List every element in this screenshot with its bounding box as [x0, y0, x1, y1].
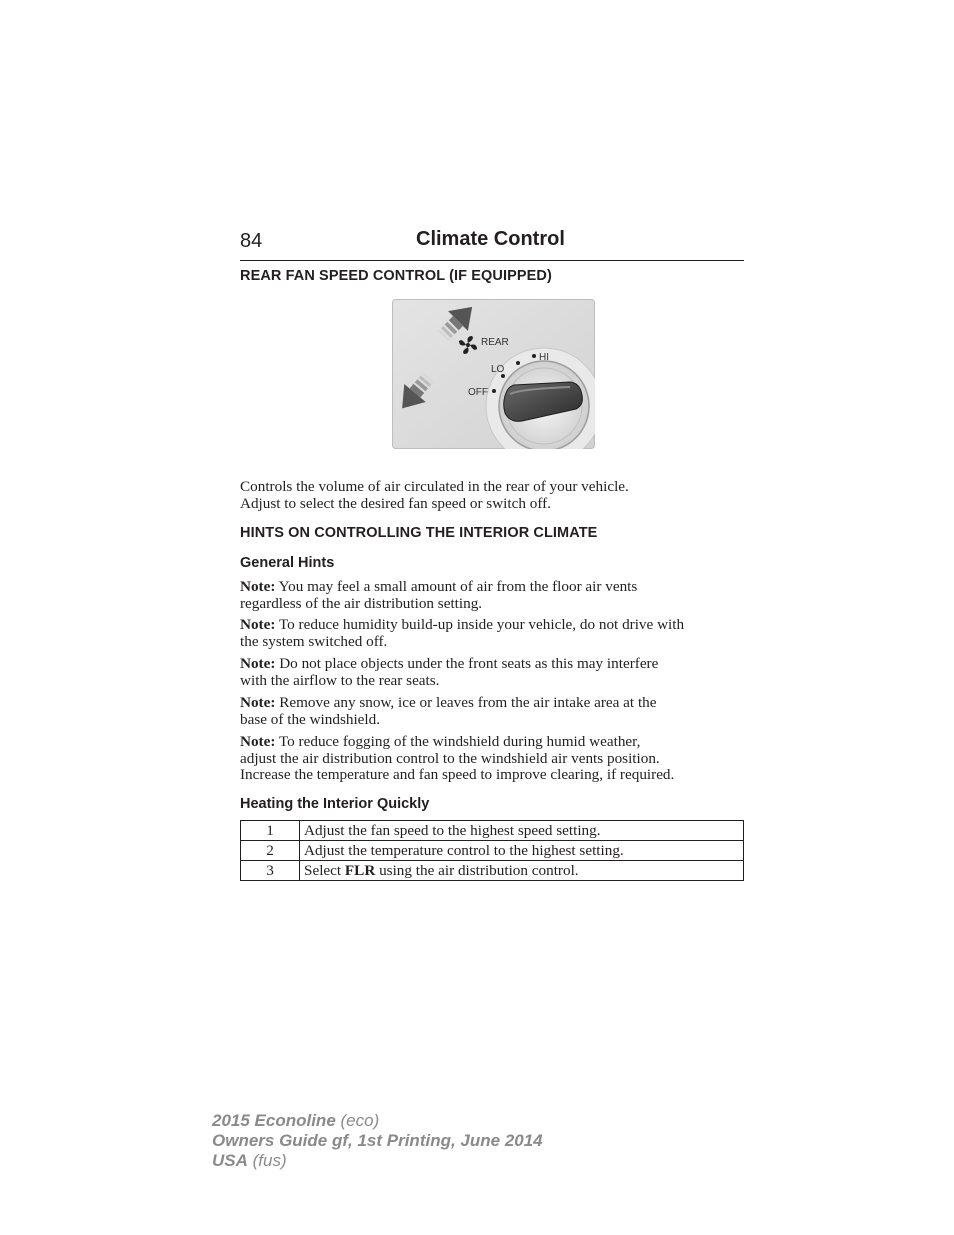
page-title: Climate Control	[416, 228, 565, 250]
step-text-bold: FLR	[344, 861, 376, 879]
step-number: 1	[241, 821, 300, 841]
heating-quickly-heading: Heating the Interior Quickly	[240, 796, 430, 812]
note-label: Note:	[240, 578, 276, 595]
note-label: Note:	[240, 694, 276, 711]
footer-line-1	[212, 1111, 543, 1131]
note-text: Remove any snow, ice or leaves from the air intake area at the	[275, 694, 657, 711]
lo-label: LO	[491, 364, 505, 375]
hints-heading: HINTS ON CONTROLLING THE INTERIOR CLIMATE	[240, 525, 598, 541]
table-row	[241, 841, 744, 861]
note-text: You may feel a small amount of air from the floor air vents	[275, 578, 638, 595]
step-number: 2	[241, 841, 300, 861]
footer-line-3	[212, 1151, 543, 1171]
step-text: Adjust the temperature control to the highest setting.	[300, 841, 744, 861]
rear-fan-control-illustration	[392, 299, 595, 449]
note-text: To reduce humidity build-up inside your vehicle, do not drive with	[275, 616, 685, 633]
footer-line-2: Owners Guide gf, 1st Printing, June 2014	[212, 1131, 543, 1150]
note-4	[240, 695, 746, 728]
hi-dot	[532, 354, 536, 358]
note-text: with the airflow to the rear seats.	[240, 671, 440, 689]
page-footer	[212, 1111, 543, 1171]
step-number: 3	[241, 861, 300, 881]
rear-fan-description-line-1: Controls the volume of air circulated in the rear of your vehicle.	[240, 478, 629, 495]
off-label: OFF	[468, 387, 488, 398]
note-text: the system switched off.	[240, 632, 388, 650]
step-text-post: using the air distribution control.	[375, 861, 579, 879]
footer-market: USA	[212, 1151, 248, 1170]
note-3	[240, 656, 746, 689]
note-text: base of the windshield.	[240, 710, 381, 728]
rear-fan-description-line-2: Adjust to select the desired fan speed or switch off.	[240, 494, 551, 512]
note-label: Note:	[240, 655, 276, 672]
rear-fan-heading: REAR FAN SPEED CONTROL (IF EQUIPPED)	[240, 268, 552, 284]
note-1	[240, 579, 746, 612]
note-label: Note:	[240, 733, 276, 750]
step-text	[300, 861, 744, 881]
general-hints-heading: General Hints	[240, 555, 335, 571]
step-text-pre: Select	[304, 861, 345, 879]
table-row	[241, 861, 744, 881]
note-text: regardless of the air distribution setting.	[240, 594, 483, 612]
rear-fan-description	[240, 479, 746, 512]
page-number: 84	[240, 230, 263, 252]
note-5	[240, 734, 746, 784]
heating-steps-table	[240, 820, 744, 881]
footer-model: 2015 Econoline	[212, 1111, 336, 1130]
page-header	[240, 228, 744, 261]
note-text: To reduce fogging of the windshield during humid weather,	[275, 733, 641, 750]
footer-model-code: (eco)	[335, 1111, 380, 1130]
note-label: Note:	[240, 616, 276, 633]
step-text: Adjust the fan speed to the highest speed setting.	[300, 821, 744, 841]
mid-dot	[516, 361, 520, 365]
note-text: adjust the air distribution control to the windshield air vents position.	[240, 749, 660, 767]
note-text: Do not place objects under the front seats as this may interfere	[275, 655, 659, 672]
footer-market-code: (fus)	[247, 1151, 287, 1170]
hi-label: HI	[539, 352, 549, 363]
note-text: Increase the temperature and fan speed to improve clearing, if required.	[240, 766, 675, 783]
rear-label: REAR	[481, 337, 509, 348]
table-row	[241, 821, 744, 841]
off-dot	[492, 389, 496, 393]
note-2	[240, 617, 746, 650]
